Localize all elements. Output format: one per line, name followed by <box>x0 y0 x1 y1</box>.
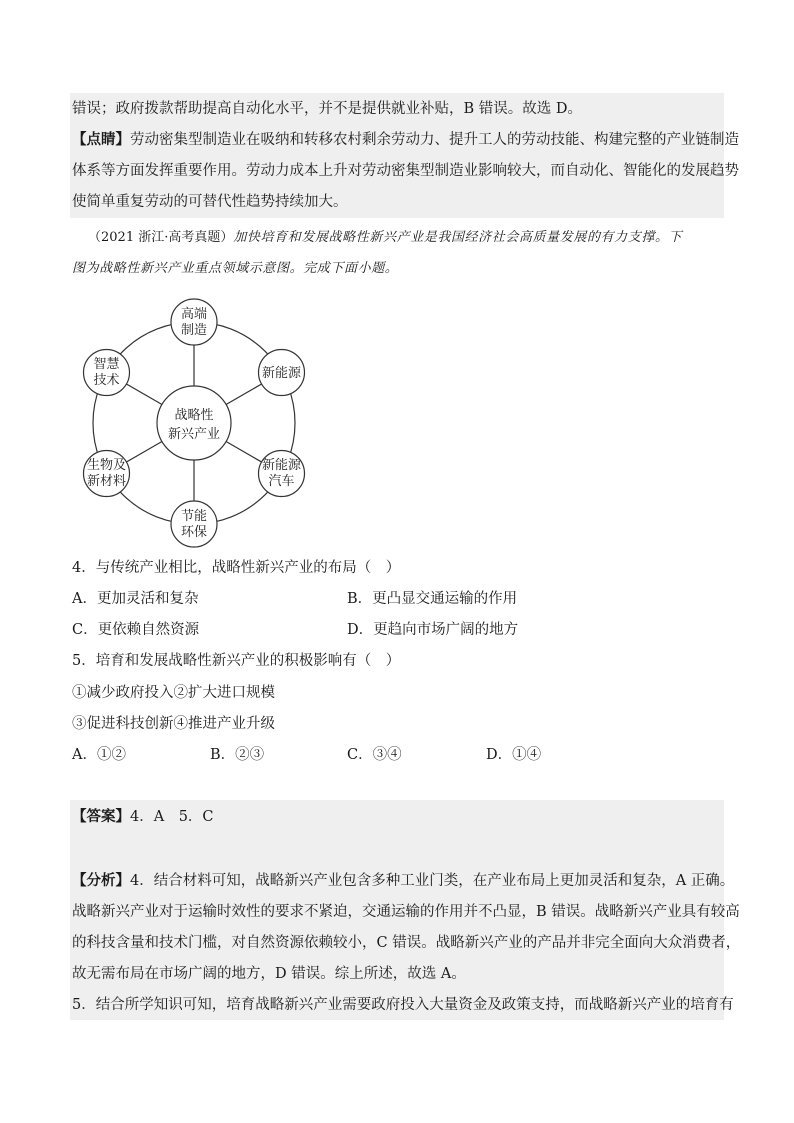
question-intro-line-1 <box>88 228 682 248</box>
q5-option-c: C．③④ <box>347 747 402 763</box>
question-source: （2021 浙江·高考真题） <box>88 230 234 245</box>
node-label: 生物及 <box>86 458 127 473</box>
node-label: 新材料 <box>86 474 127 489</box>
question-intro-line-2: 图为战略性新兴产业重点领域示意图。完成下面小题。 <box>72 261 399 276</box>
q5-option-a: A．①② <box>72 747 126 763</box>
q4-option-c: C．更依赖自然资源 <box>72 622 200 638</box>
q4-option-b: B．更凸显交通运输的作用 <box>347 591 518 607</box>
analysis-label: 【分析】 <box>72 873 130 889</box>
question-intro-text-1: 加快培育和发展战略性新兴产业是我国经济社会高质量发展的有力支撑。下 <box>233 230 683 245</box>
node-label: 高端 <box>180 307 208 322</box>
node-high-end-manufacturing <box>171 299 217 345</box>
node-label: 制造 <box>180 323 208 338</box>
tip-text-1: 劳动密集型制造业在吸纳和转移农村剩余劳动力、提升工人的劳动技能、构建完整的产业链制造 <box>130 132 739 148</box>
q5-stem: 5．培育和发展战略性新兴产业的积极影响有（ ） <box>72 653 401 669</box>
answer-label: 【答案】 <box>72 809 130 825</box>
prev-explanation-line-1: 错误；政府拨款帮助提高自动化水平，并不是提供就业补贴，B 错误。故选 D。 <box>72 101 582 117</box>
q4-option-a: A．更加灵活和复杂 <box>72 591 199 607</box>
analysis-line-3: 的科技含量和技术门槛，对自然资源依赖较小，C 错误。战略新兴产业的产品并非完全面向大众消费者， <box>72 935 741 951</box>
q5-items-1: ①减少政府投入②扩大进口规模 <box>72 685 275 701</box>
node-bio-materials <box>84 451 130 497</box>
strategic-industry-diagram <box>64 293 324 553</box>
answer-text: 4．A 5．C <box>130 809 214 825</box>
analysis-line-5: 5．结合所学知识可知，培育战略新兴产业需要政府投入大量资金及政策支持，而战略新兴产业的培育有 <box>72 997 734 1013</box>
center-label-line-1: 战略性 <box>174 408 214 423</box>
node-label: 节能 <box>180 509 208 524</box>
node-label: 环保 <box>180 525 208 540</box>
node-smart-tech <box>84 350 130 396</box>
answer-line <box>72 807 214 827</box>
tip-line-1 <box>72 130 739 150</box>
tip-line-3: 使简单重复劳动的可替代性趋势持续加大。 <box>72 194 348 210</box>
node-energy-saving <box>171 501 217 547</box>
q5-option-b: B．②③ <box>210 747 265 763</box>
node-label: 智慧 <box>93 357 120 372</box>
diagram-center-node <box>157 386 231 460</box>
center-label-line-2: 新兴产业 <box>167 427 221 442</box>
node-new-energy <box>259 350 305 396</box>
analysis-text-1: 4．结合材料可知，战略新兴产业包含多种工业门类，在产业布局上更加灵活和复杂，A 正确。 <box>130 873 735 889</box>
analysis-line-2: 战略新兴产业对于运输时效性的要求不紧迫，交通运输的作用并不凸显，B 错误。战略新兴产业具有较高 <box>72 904 740 920</box>
q4-stem: 4．与传统产业相比，战略性新兴产业的布局（ ） <box>72 560 401 576</box>
node-label: 新能源 <box>261 458 302 473</box>
node-label: 新能源 <box>261 366 302 381</box>
analysis-line-4: 故无需布局在市场广阔的地方，D 错误。综上所述，故选 A。 <box>72 966 466 982</box>
tip-line-2: 体系等方面发挥重要作用。劳动力成本上升对劳动密集型制造业影响较大，而自动化、智能化的发展趋势 <box>72 163 739 179</box>
node-label: 技术 <box>93 373 120 388</box>
q5-option-d: D．①④ <box>486 747 542 763</box>
node-label: 汽车 <box>268 474 295 489</box>
q4-option-d: D．更趋向市场广阔的地方 <box>347 622 519 638</box>
tip-label: 【点睛】 <box>72 132 130 148</box>
node-new-energy-vehicles <box>259 451 305 497</box>
analysis-line-1 <box>72 871 734 891</box>
q5-items-2: ③促进科技创新④推进产业升级 <box>72 716 275 732</box>
